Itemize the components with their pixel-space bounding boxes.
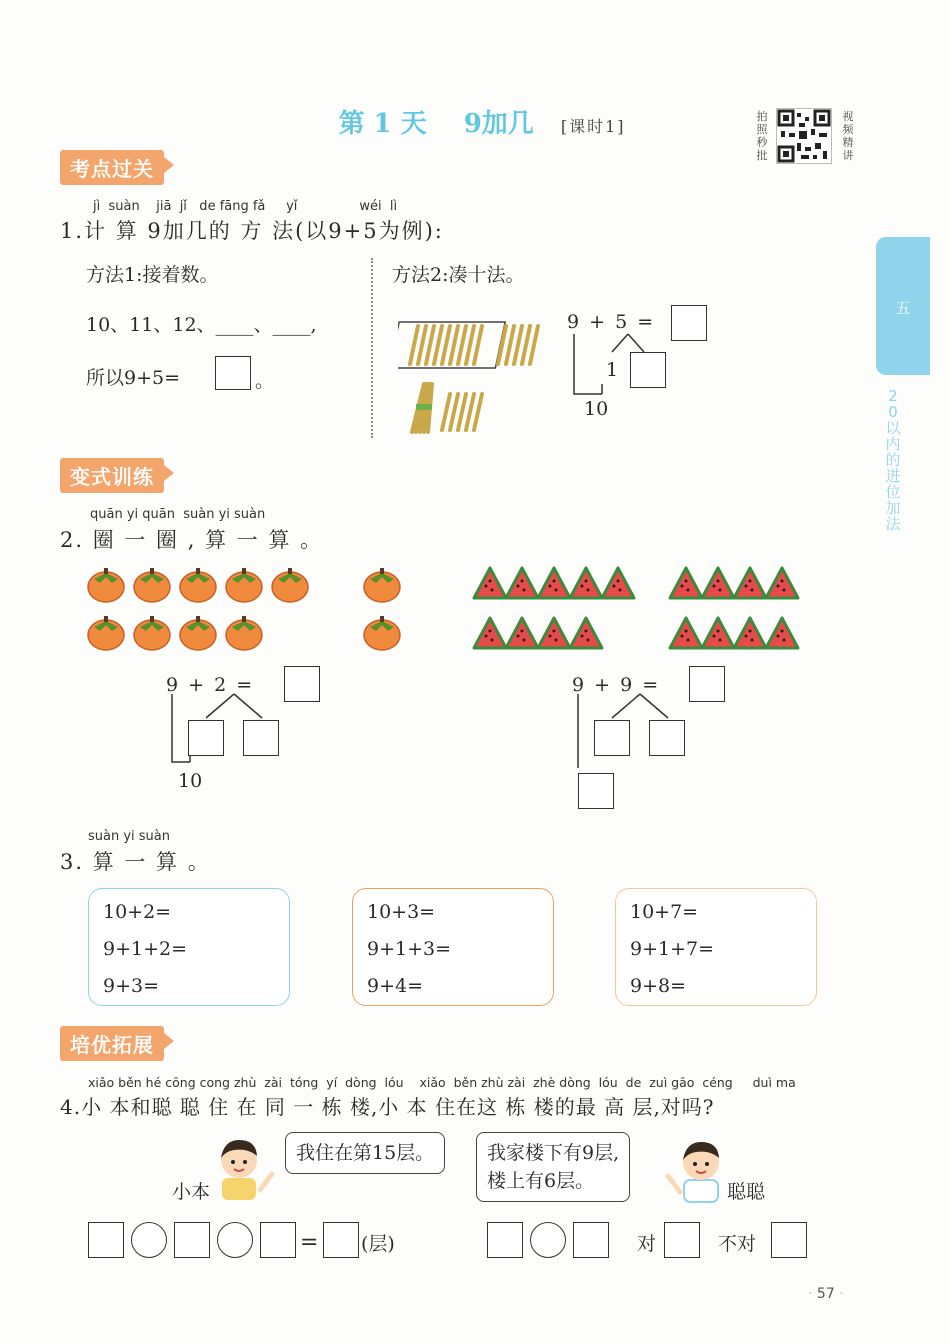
q4-right-box[interactable] [664, 1222, 700, 1258]
q2-right-answer-box[interactable] [689, 666, 725, 702]
name-congcong: 聪聪 [727, 1181, 766, 1203]
q4-right-label: 对 [637, 1233, 657, 1255]
calc-card-3 [615, 888, 817, 1006]
q2-right-split-box-2[interactable] [649, 720, 685, 756]
q2-text: 2. 圈 一 圈 , 算 一 算 。 [60, 528, 324, 552]
method2-title: 方法2:凑十法。 [392, 264, 525, 286]
q2-right-split-box-1[interactable] [594, 720, 630, 756]
method-divider [371, 258, 373, 438]
q2-left-equation: 9 + 2 = [166, 674, 253, 696]
method1-end: 。 [255, 370, 275, 392]
q4-compare-box-2[interactable] [573, 1222, 609, 1258]
q3-pinyin: suàn yi suàn [88, 829, 171, 844]
persimmon-group [84, 563, 414, 659]
calc-line: 9+1+2= [103, 938, 188, 960]
boy-congcong-avatar [664, 1138, 728, 1208]
boy-xiaoben-avatar [212, 1136, 276, 1206]
q4-box-2[interactable] [174, 1222, 210, 1258]
chapter-tab: 五 [876, 237, 930, 375]
chapter-title: 2 0 以 内 的 进 位 加 法 [885, 387, 901, 533]
q4-unit: (层) [361, 1233, 395, 1255]
section-badge-2: 变式训练 [60, 458, 164, 493]
q4-box-1[interactable] [88, 1222, 124, 1258]
q2-pinyin: quān yi quān suàn yi suàn [90, 507, 266, 522]
q2-left-split-box-1[interactable] [188, 720, 224, 756]
q2-right-equation: 9 + 9 = [572, 674, 659, 696]
q4-compare-circle[interactable] [530, 1222, 566, 1258]
q4-pinyin: xiǎo běn hé cōng cong zhù zài tóng yí dòng lóu xiǎo běn zhù zài zhè dòng lóu de zuì gāo céng duì ma [88, 1075, 796, 1090]
method1-sequence: 10、11、12、____、____, [86, 314, 317, 336]
method1-title: 方法1:接着数。 [86, 264, 219, 286]
topic-label: 9加几 [463, 109, 534, 139]
calc-line: 9+8= [630, 975, 687, 997]
q4-equals-sign: = [300, 1230, 319, 1255]
calc-line: 9+3= [103, 975, 160, 997]
q4-box-3[interactable] [260, 1222, 296, 1258]
qr-right-text: 视 频 精 讲 [842, 110, 854, 162]
section-badge-1: 考点过关 [60, 150, 164, 185]
q4-result-box[interactable] [323, 1222, 359, 1258]
speech-bubble-congcong: 我家楼下有9层, 楼上有6层。 [476, 1132, 630, 1202]
method1-so: 所以9+5= [86, 367, 181, 389]
calc-line: 10+7= [630, 901, 699, 923]
calc-card-2 [352, 888, 554, 1006]
speech-bubble-xiaoben: 我住在第15层。 [285, 1132, 445, 1174]
page-number: · 57 · [808, 1286, 844, 1302]
method2-one: 1 [606, 359, 619, 381]
calc-line: 9+1+7= [630, 938, 715, 960]
q2-right-ten-box[interactable] [578, 773, 614, 809]
q4-wrong-box[interactable] [771, 1222, 807, 1258]
calc-line: 9+4= [367, 975, 424, 997]
method2-answer-box[interactable] [671, 305, 707, 341]
q4-operator-circle-2[interactable] [217, 1222, 253, 1258]
lesson-label: [课时1] [560, 117, 626, 136]
q2-left-split-box-2[interactable] [243, 720, 279, 756]
calc-card-1 [88, 888, 290, 1006]
calc-line: 9+1+3= [367, 938, 452, 960]
q4-operator-circle-1[interactable] [131, 1222, 167, 1258]
calc-line: 10+2= [103, 901, 172, 923]
name-xiaoben: 小本 [172, 1181, 211, 1203]
q4-wrong-label: 不对 [718, 1233, 757, 1255]
method2-equation: 9 + 5 = [567, 311, 654, 333]
method2-ten: 10 [584, 398, 609, 420]
q1-pinyin: jì suàn jiā jǐ de fāng fǎ yǐ wéi lì [93, 199, 398, 214]
method2-split-box[interactable] [630, 352, 666, 388]
q4-compare-box-1[interactable] [487, 1222, 523, 1258]
q4-text: 4.小 本和聪 聪 住 在 同 一 栋 楼,小 本 住在这 栋 楼的最 高 层,对吗? [60, 1095, 715, 1119]
qr-left-text: 拍 照 秒 批 [756, 110, 768, 162]
qr-code[interactable] [776, 108, 832, 164]
calc-line: 10+3= [367, 901, 436, 923]
q2-left-ten: 10 [178, 770, 203, 792]
watermelon-group [470, 562, 810, 658]
section-badge-3: 培优拓展 [60, 1026, 164, 1061]
sticks-illustration [398, 318, 548, 442]
q3-text: 3. 算 一 算 。 [60, 850, 211, 874]
day-label: 第 1 天 [338, 109, 427, 139]
method1-answer-box[interactable] [215, 356, 251, 390]
q1-text: 1.计 算 9加几的 方 法(以9+5为例): [60, 219, 444, 243]
q2-left-answer-box[interactable] [284, 666, 320, 702]
